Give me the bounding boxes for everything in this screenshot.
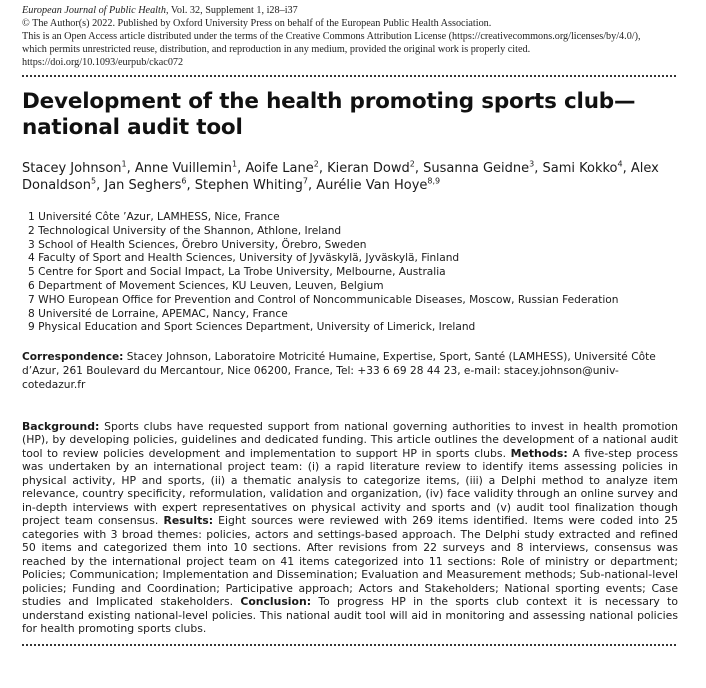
author <box>423 161 534 176</box>
affiliation-list <box>22 211 684 335</box>
affiliation-item: 1 Université Côte ’Azur, LAMHESS, Nice, France <box>28 211 280 223</box>
abstract <box>22 420 678 636</box>
author-list: Stacey Johnson$^1$, Anne Vuillemin$^1$, Aoife Lane$^2$, Kieran Dowd$^2$, Susanna Geidne$^3$, Sami Kokko$^4$, Alex Donaldson$^5$, Jan Seghers$^6$, Stephen Whiting$^7$, Aurélie Van Hoye$^{8,9}$ <box>22 159 659 193</box>
methods-label: Methods: <box>510 446 568 460</box>
author-name: Aoife Lane <box>245 161 314 176</box>
author-name: Stacey Johnson <box>22 161 122 176</box>
author-affiliation-sup: 5 <box>91 176 97 186</box>
dotted-divider-bottom <box>22 644 676 646</box>
author <box>245 161 318 176</box>
author-name: Kieran Dowd <box>327 161 410 176</box>
article-page <box>22 0 684 646</box>
author <box>327 161 415 176</box>
journal-header <box>22 4 684 69</box>
affiliation-item: 6 Department of Movement Sciences, KU Leuven, Leuven, Belgium <box>28 279 384 292</box>
author <box>195 178 308 193</box>
conclusion-label: Conclusion: <box>240 595 312 609</box>
author-name: Stephen Whiting <box>194 178 303 193</box>
author-affiliation-sup: 3 <box>529 159 535 169</box>
article-title: Development of the health promoting sports club— national audit tool <box>22 89 636 140</box>
doi-link[interactable]: https://doi.org/10.1093/eurpub/ckac072 <box>22 57 184 68</box>
author-affiliation-sup: 7 <box>302 176 308 186</box>
methods-text: A five-step process was undertaken by an international project team: (i) a rapid literature review to identify items assessing policies in physical activity, HP and sports, (ii) a thematic analysis to categorize items, (iii) a Delphi method to analyze item relevance, country specificity, reformulation, validation and organization, (iv) face validity through an online survey and in-depth interviews with expert representatives on physical activity and sports and (v) audit tool finalization though project team consensus. <box>22 446 679 528</box>
affiliation-item: 3 School of Health Sciences, Örebro University, Örebro, Sweden <box>28 238 367 251</box>
author-affiliation-sup: 2 <box>409 159 415 169</box>
author-name: Anne Vuillemin <box>134 161 232 176</box>
correspondence-text: Stacey Johnson, Laboratoire Motricité Humaine, Expertise, Sport, Santé (LAMHESS), Université Côte d’Azur, 261 Boulevard du Mercantour, Nice 06200, France, Tel: +33 6 69 28 44 23, e-mail: stacey.johnson@univ-cotedazur.fr <box>22 351 656 391</box>
affiliation-item: 2 Technological University of the Shannon, Athlone, Ireland <box>28 224 342 237</box>
correspondence-label: Correspondence: <box>22 351 124 364</box>
background-text: Sports clubs have requested support from national governing authorities to invest in health promotion (HP), by developing policies, guidelines and dedicated funding. This article outlines the development of a national audit tool to review policies development and implementation to support HP in sports clubs. <box>22 419 678 460</box>
background-label: Background: <box>22 419 100 433</box>
author-name: Susanna Geidne <box>423 161 530 176</box>
license-line-1: This is an Open Access article distributed under the terms of the Creative Commons Attribution License (https://creativecommons.org/licenses/by/4.0/), <box>22 31 641 42</box>
author-affiliation-sup: 4 <box>617 159 623 169</box>
affiliation-item: 7 WHO European Office for Prevention and Control of Noncommunicable Diseases, Moscow, Russian Federation <box>28 293 619 306</box>
author <box>542 161 622 176</box>
copyright-line: © The Author(s) 2022. Published by Oxford University Press on behalf of the European Public Health Association. <box>22 18 492 29</box>
author-affiliation-sup: 1 <box>232 159 238 169</box>
author-affiliation-sup: 6 <box>181 176 187 186</box>
dotted-divider-top <box>22 75 676 77</box>
author-name: Sami Kokko <box>542 161 618 176</box>
results-label: Results: <box>163 514 214 528</box>
affiliation-item: 5 Centre for Sport and Social Impact, La Trobe University, Melbourne, Australia <box>28 266 446 279</box>
author-name: Alex Donaldson <box>22 161 659 193</box>
author-name: Jan Seghers <box>104 178 182 193</box>
author <box>104 178 186 193</box>
correspondence <box>22 351 678 392</box>
license-line-2: which permits unrestricted reuse, distribution, and reproduction in any medium, provided the original work is properly cited. <box>22 44 531 55</box>
results-text: Eight sources were reviewed with 269 items identified. Items were coded into 25 categories with 3 broad themes: policies, actors and settings-based approach. The Delphi study extracted and refined 50 items and categorized them into 10 sections. After revisions from 22 surveys and 8 interviews, consensus was reached by the international project team on 41 items categorized into 11 sections: Role of ministry or department; Policies; Communication; Implementation and Dissemination; Evaluation and Measurement methods; Sub-national-level policies; Funding and Coordination; Participative approach; Actors and Stakeholders; National sporting events; Case studies and Implicated stakeholders. <box>22 514 678 609</box>
affiliation-item: 9 Physical Education and Sport Sciences Department, University of Limerick, Ireland <box>28 321 476 334</box>
affiliation-item: 8 Université de Lorraine, APEMAC, Nancy, France <box>28 307 288 320</box>
journal-details: , Vol. 32, Supplement 1, i28–i37 <box>165 5 298 16</box>
conclusion-text: To progress HP in the sports club context it is necessary to understand existing national-level policies. This national audit tool will aid in monitoring and assessing national policies for health promoting sports clubs. <box>22 595 678 636</box>
author <box>316 178 440 193</box>
affiliation-item: 4 Faculty of Sport and Health Sciences, University of Jyväskylä, Jyväskylä, Finland <box>28 252 460 265</box>
journal-citation <box>22 4 684 17</box>
author-name: Aurélie Van Hoye <box>316 178 428 193</box>
journal-name: European Journal of Public Health <box>22 5 166 16</box>
author <box>135 161 237 176</box>
author-affiliation-sup: 8,9 <box>427 176 441 186</box>
author <box>22 161 127 176</box>
author-affiliation-sup: 1 <box>121 159 127 169</box>
author-affiliation-sup: 2 <box>313 159 319 169</box>
